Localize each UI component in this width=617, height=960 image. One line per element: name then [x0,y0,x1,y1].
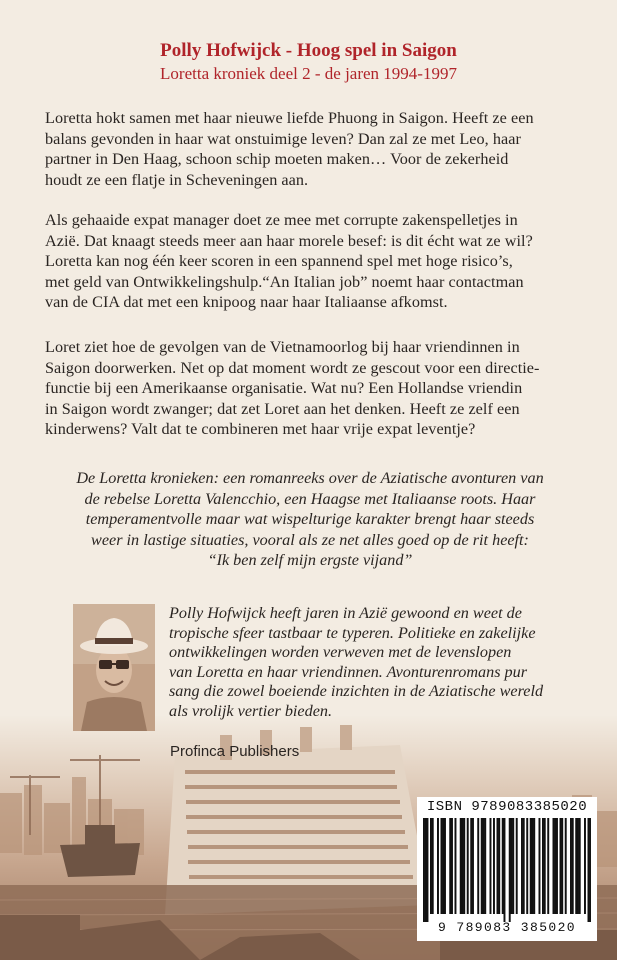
barcode-bar [556,818,558,914]
text-line: Polly Hofwijck heeft jaren in Azië gewoond en weet de [169,604,522,622]
text-line: Azië. Dat knaagt steeds meer aan haar morele besef: is dit écht wat ze wil? [45,231,533,250]
barcode-bar [432,818,434,914]
text-line: sang die zowel boeiende inzichten in de Aziatische wereld [169,682,544,701]
blurb-paragraph-2 [45,210,575,313]
barcode-bar [490,818,492,914]
barcode-bar [547,818,549,914]
barcode-bar [498,818,500,914]
barcode-bar [509,818,511,922]
blurb-paragraph-3 [45,337,575,440]
barcode-bar [553,818,555,914]
barcode-bar [544,818,546,914]
text-line: houdt ze een flatje in Scheveningen aan. [45,170,309,189]
barcode-bar [504,818,506,922]
text-line: Loretta kan nog één keer scoren in een spannend spel met hoge risico’s, [45,252,513,270]
barcode-bar [444,818,446,914]
text-line: als vrolijk vertier bieden. [169,701,333,720]
text-line: de rebelse Loretta Valencchio, een Haagse met Italiaanse roots. Haar [84,489,536,508]
barcode-bar [572,818,574,914]
barcode-bar [481,818,483,914]
text-line: van de CIA dat met een knipoog naar haar Italiaanse afkomst. [45,293,448,311]
text-line: Loret ziet hoe de gevolgen van de Vietnamoorlog bij haar vriendinnen in [45,338,520,356]
author-bio [169,604,589,722]
text-line: functie bij een Amerikaanse organisatie. Wat nu? Een Hollandse vriendin [45,379,523,397]
barcode-bar [483,818,485,914]
barcode-bar [577,818,579,914]
publisher-name: Profinca Publishers [170,743,300,760]
barcode-bar [589,818,591,922]
header [0,40,617,85]
series-blurb [30,468,590,571]
barcode-bar [460,818,462,914]
book-title: Polly Hofwijck - Hoog spel in Saigon [160,40,457,61]
barcode-bar [561,818,563,914]
author-photo [73,604,155,731]
barcode-bar [502,818,504,914]
barcode-bar [584,818,586,914]
book-subtitle: Loretta kroniek deel 2 - de jaren 1994-1997 [160,64,457,83]
text-line: ontwikkelingen worden verweven met de levenslopen [169,643,512,662]
text-line: Als gehaaide expat manager doet ze mee met corrupte zakenspelletjes in [45,211,518,229]
barcode-bar [451,818,453,914]
barcode-bar [579,818,581,914]
barcode-icon [423,818,591,922]
barcode-bar [462,818,464,914]
text-line: weer in lastige situaties, vooral als ze net alles goed op de rit heeft: [91,530,529,549]
barcode-bar [554,818,556,914]
text-line: met geld van Ontwikkelingshulp.“An Italian job” noemt haar contactman [45,272,524,291]
barcode-bar [472,818,474,914]
barcode-bar [477,818,479,914]
barcode-bar [497,818,499,914]
text-line: partner in Den Haag, schoon schip moeten maken… Voor de zekerheid [45,150,509,168]
barcode-bar [565,818,567,914]
barcode-bar [442,818,444,914]
text-line: Loretta hokt samen met haar nieuwe liefde Phuong in Saigon. Heeft ze een [45,109,534,127]
blurb-paragraph-1 [45,108,575,190]
text-line: kinderwens? Valt dat te combineren met haar vrije expat leventje? [45,420,476,438]
text-line: Saigon doorwerken. Net op dat moment wordt ze gescout voor een directie- [45,358,540,377]
text-line: tropische sfeer tastbaar te typeren. Politieke en zakelijke [169,623,536,642]
barcode-bar [484,818,486,914]
barcode-bar [423,818,425,922]
text-line: De Loretta kronieken: een romanreeks over de Aziatische avonturen van [76,469,544,487]
barcode-bar [532,818,534,914]
barcode-bar [441,818,443,914]
barcode-bar [521,818,523,914]
barcode-bar [470,818,472,914]
series-quote: “Ik ben zelf mijn ergste vijand” [207,551,413,569]
barcode-bar [575,818,577,914]
barcode-bar [425,818,427,922]
barcode-bar [516,818,518,914]
isbn-label: ISBN 9789083385020 [426,799,588,815]
barcode-bar [539,818,541,914]
author-photo-icon [73,604,155,731]
barcode-bar [467,818,469,914]
barcode-bar [560,818,562,914]
barcode-bar [530,818,532,914]
text-line: van Loretta en haar vriendinnen. Avonturenromans pur [169,662,528,681]
barcode-bar [526,818,528,914]
barcode-bar [493,818,495,914]
barcode-bar [437,818,439,914]
barcode-bar [533,818,535,914]
text-line: temperamentvolle maar wat wispelturige karakter brengt haar steeds [85,510,535,528]
text-line: balans gevonden in haar wat onstuimige leven? Dan zal ze met Leo, haar [45,129,521,148]
barcode-bar [588,818,590,922]
isbn-digits: 9 789083 385020 [437,920,577,935]
barcode-bar [449,818,451,914]
barcode-bar [512,818,514,914]
barcode-bar [511,818,513,914]
barcode-bar [427,818,429,922]
barcode-bar [542,818,544,914]
barcode-bar [455,818,457,914]
barcode-bar [463,818,465,914]
barcode-bar [570,818,572,914]
barcode-bar [523,818,525,914]
barcode-bar [430,818,432,914]
text-line: in Saigon wordt zwanger; dat zet Loret aan het denken. Heeft ze zelf een [45,399,520,418]
